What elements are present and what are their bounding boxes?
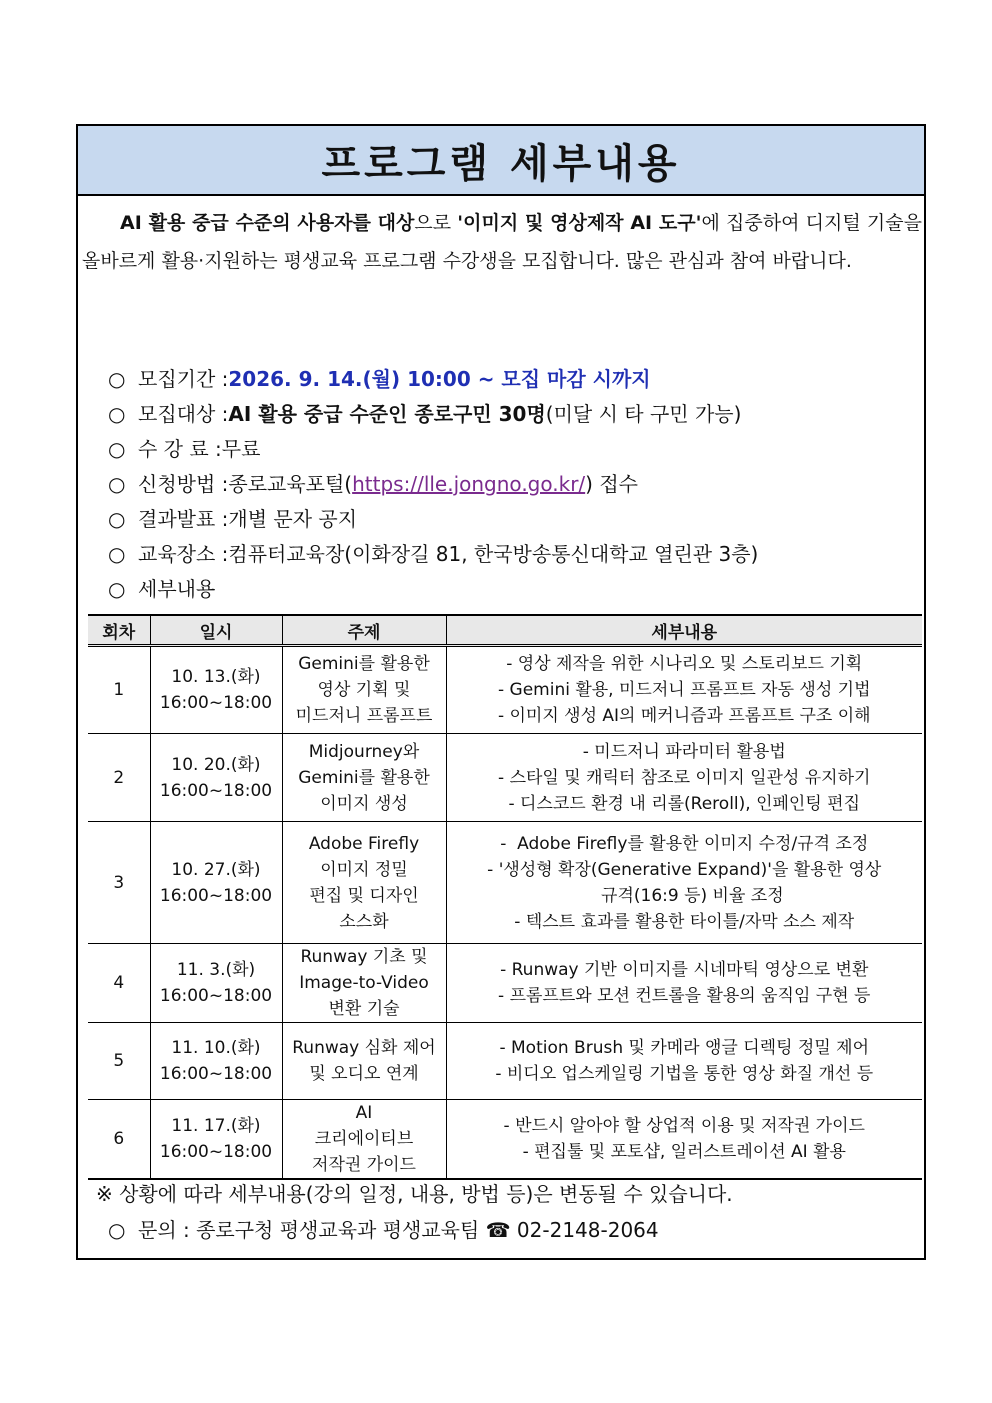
session-number: 1 (88, 646, 150, 734)
contact-phone: 02-2148-2064 (510, 1218, 659, 1242)
info-list (108, 362, 758, 607)
target-label: 모집대상 : (138, 402, 229, 426)
session-time: 16:00~18:00 (159, 780, 273, 801)
bullet-icon: ○ (108, 542, 126, 566)
bullet-icon: ○ (108, 437, 126, 461)
session-topic (282, 822, 446, 944)
info-place (108, 537, 758, 572)
info-apply (108, 467, 758, 502)
info-target (108, 397, 758, 432)
fee-value: 무료 (221, 437, 261, 461)
session-date: 11. 3.(화) (176, 960, 256, 980)
header-datetime: 일시 (150, 615, 282, 646)
session-details (446, 734, 922, 822)
detail-line: - 스타일 및 캐릭터 참조로 이미지 일관성 유지하기 (498, 767, 871, 788)
result-label: 결과발표 : (138, 507, 229, 531)
session-number: 5 (88, 1023, 150, 1100)
fee-label: 수 강 료 : (138, 437, 222, 461)
place-value: 컴퓨터교육장(이화장길 81, 한국방송통신대학교 열린관 3층) (228, 542, 759, 566)
detail-line: - 프롬프트와 모션 컨트롤을 활용의 움직임 구현 등 (498, 986, 871, 1006)
detail-line: - Motion Brush 및 카메라 앵글 디렉팅 정밀 제어 (499, 1038, 870, 1058)
topic-line: 이미지 생성 (320, 793, 408, 814)
info-period (108, 362, 758, 397)
apply-pre: 종로교육포털( (228, 472, 353, 496)
detail-line: - 비디오 업스케일링 기법을 통한 영상 화질 개선 등 (495, 1064, 874, 1084)
program-details-box (76, 124, 926, 1260)
target-bold: AI 활용 중급 수준인 종로구민 30명 (228, 402, 546, 426)
session-datetime (150, 1023, 282, 1100)
session-number: 4 (88, 944, 150, 1023)
detail-line: - 편집툴 및 포토샵, 일러스트레이션 AI 활용 (522, 1142, 846, 1162)
session-datetime (150, 822, 282, 944)
contact-label: 문의 : 종로구청 평생교육과 평생교육팀 (138, 1218, 486, 1242)
topic-line: AI (355, 1103, 373, 1123)
session-date: 11. 17.(화) (171, 1116, 261, 1136)
session-number: 6 (88, 1100, 150, 1180)
topic-line: 편집 및 디자인 (309, 885, 419, 906)
session-topic (282, 1100, 446, 1180)
session-datetime (150, 646, 282, 734)
table-row (88, 822, 922, 944)
session-date: 11. 10.(화) (171, 1038, 261, 1058)
topic-line: 이미지 정밀 (320, 859, 408, 880)
detail-line: - 반드시 알아야 할 상업적 이용 및 저작권 가이드 (503, 1116, 865, 1136)
session-time: 16:00~18:00 (159, 986, 273, 1006)
session-time: 16:00~18:00 (159, 1142, 273, 1162)
bullet-icon: ○ (108, 402, 126, 426)
intro-text-2: 에 집중하여 디지털 기술을 올바르게 활용·지원하는 평생교육 프로그램 수강생을 모집합니다. 많은 관심과 참여 바랍니다. (82, 212, 922, 272)
detail-line: - 텍스트 효과를 활용한 타이틀/자막 소스 제작 (514, 911, 855, 932)
session-datetime (150, 734, 282, 822)
detail-line: - Adobe Firefly를 활용한 이미지 수정/규격 조정 (500, 833, 869, 854)
bullet-icon: ○ (108, 1218, 126, 1242)
period-value: 2026. 9. 14.(월) 10:00 ~ 모집 마감 시까지 (228, 367, 651, 391)
schedule-table (88, 614, 922, 1180)
contact-line (108, 1214, 659, 1243)
topic-line: 저작권 가이드 (312, 1155, 416, 1175)
target-rest: (미달 시 타 구민 가능) (545, 402, 742, 426)
topic-line: 소스화 (339, 911, 389, 932)
info-result (108, 502, 758, 537)
header-details: 세부내용 (446, 615, 922, 646)
topic-line: Adobe Firefly (308, 833, 420, 854)
session-details (446, 944, 922, 1023)
intro-bold-1: AI 활용 중급 수준의 사용자를 대상 (120, 212, 415, 234)
bullet-icon: ○ (108, 577, 126, 601)
session-topic (282, 944, 446, 1023)
session-date: 10. 27.(화) (171, 859, 261, 880)
session-date: 10. 20.(화) (171, 754, 261, 775)
table-row (88, 1023, 922, 1100)
topic-line: Image-to-Video (299, 973, 429, 993)
topic-line: 변환 기술 (328, 999, 400, 1019)
session-details (446, 1023, 922, 1100)
portal-link[interactable]: https://lle.jongno.go.kr/ (352, 472, 586, 496)
detail-line: - 영상 제작을 위한 시나리오 및 스토리보드 기획 (506, 654, 863, 674)
bullet-icon: ○ (108, 367, 126, 391)
session-topic (282, 734, 446, 822)
session-details (446, 1100, 922, 1180)
table-header-row (88, 615, 922, 646)
session-topic (282, 1023, 446, 1100)
detail-line: - Runway 기반 이미지를 시네마틱 영상으로 변환 (500, 960, 869, 980)
detail-line: - 디스코드 환경 내 리롤(Reroll), 인페인팅 편집 (508, 793, 861, 814)
session-datetime (150, 1100, 282, 1180)
session-details (446, 646, 922, 734)
session-number: 2 (88, 734, 150, 822)
session-time: 16:00~18:00 (159, 1064, 273, 1084)
bullet-icon: ○ (108, 472, 126, 496)
result-value: 개별 문자 공지 (228, 507, 358, 531)
intro-paragraph (82, 204, 922, 280)
apply-post: ) 접수 (585, 472, 638, 496)
period-label: 모집기간 : (138, 367, 229, 391)
topic-line: 영상 기획 및 (317, 680, 411, 700)
session-time: 16:00~18:00 (159, 693, 273, 713)
topic-line: Runway 심화 제어 (292, 1038, 436, 1058)
detail-line: 규격(16:9 등) 비율 조정 (584, 885, 784, 906)
session-date: 10. 13.(화) (171, 667, 261, 687)
header-topic: 주제 (282, 615, 446, 646)
intro-bold-2: '이미지 및 영상제작 AI 도구' (457, 212, 702, 234)
session-time: 16:00~18:00 (159, 885, 273, 906)
detail-line: - 미드저니 파라미터 활용법 (582, 741, 786, 762)
title-bar (78, 126, 924, 196)
table-row (88, 734, 922, 822)
topic-line: Gemini를 활용한 (298, 767, 430, 788)
topic-line: Runway 기초 및 (300, 947, 428, 967)
session-datetime (150, 944, 282, 1023)
table-row (88, 1100, 922, 1180)
topic-line: 미드저니 프롬프트 (295, 706, 433, 726)
table-row (88, 646, 922, 734)
detail-line: - 이미지 생성 AI의 메커니즘과 프롬프트 구조 이해 (497, 706, 871, 726)
info-details (108, 572, 758, 607)
apply-label: 신청방법 : (138, 472, 229, 496)
session-topic (282, 646, 446, 734)
topic-line: Midjourney와 (308, 741, 420, 762)
topic-line: Gemini를 활용한 (298, 654, 430, 674)
topic-line: 및 오디오 연계 (309, 1064, 419, 1084)
place-label: 교육장소 : (138, 542, 229, 566)
page-title: 프로그램 세부내용 (321, 140, 681, 187)
header-session: 회차 (88, 615, 150, 646)
bullet-icon: ○ (108, 507, 126, 531)
details-label: 세부내용 (138, 577, 216, 601)
change-notice: ※ 상황에 따라 세부내용(강의 일정, 내용, 방법 등)은 변동될 수 있습니다. (96, 1182, 733, 1206)
table-row (88, 944, 922, 1023)
phone-icon: ☎ (485, 1218, 511, 1242)
info-fee (108, 432, 758, 467)
topic-line: 크리에이티브 (314, 1129, 414, 1149)
session-details (446, 822, 922, 944)
detail-line: - Gemini 활용, 미드저니 프롬프트 자동 생성 기법 (497, 680, 871, 700)
detail-line: - '생성형 확장(Generative Expand)'을 활용한 영상 (487, 859, 882, 880)
session-number: 3 (88, 822, 150, 944)
intro-text-1: 으로 (414, 212, 458, 234)
